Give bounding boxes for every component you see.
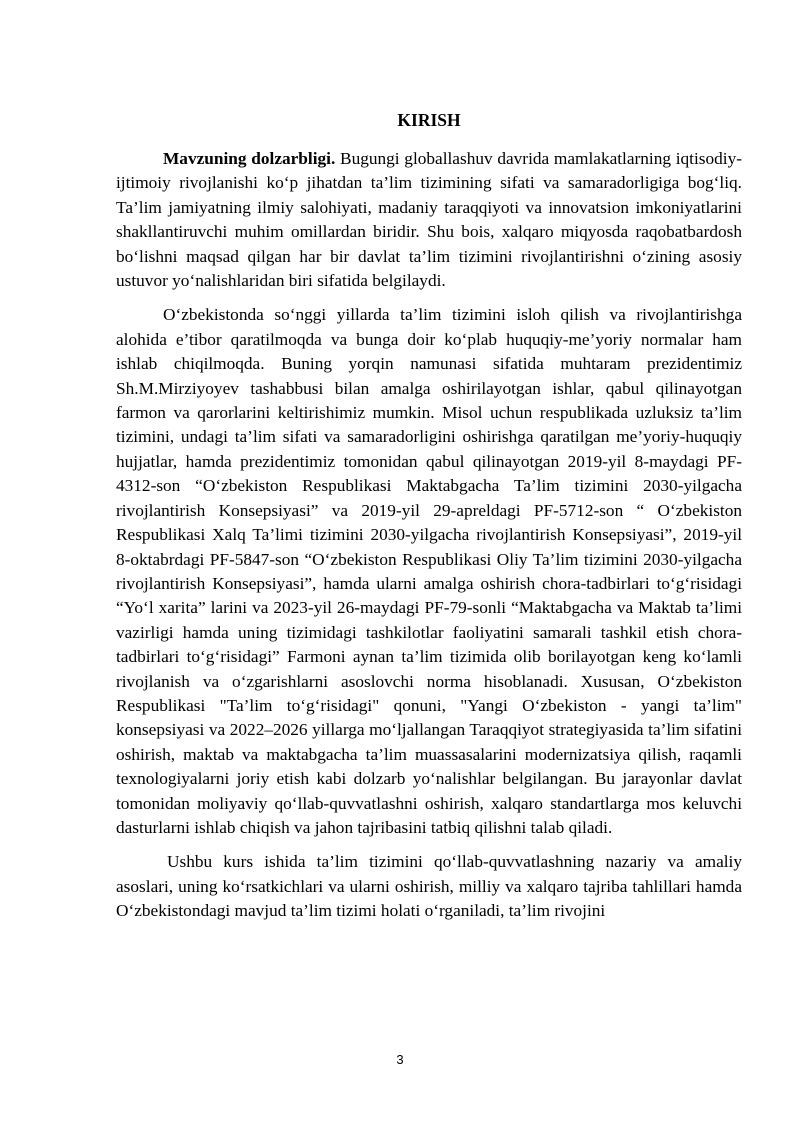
- paragraph-reforms: [116, 303, 742, 840]
- paragraph-text: Ushbu kurs ishida ta’lim tizimini qo‘llab-quvvatlashning nazariy va amaliy asoslari, uning ko‘rsatkichlari va ularni oshirish, milliy va xalqaro tajriba tahlillari hamda O‘zbekistondagi mavjud ta’lim tizimi holati o‘rganiladi, ta’lim rivojini: [116, 852, 742, 921]
- section-heading: KIRISH: [397, 110, 461, 130]
- page-number: 3: [396, 1052, 404, 1067]
- paragraph-text: O‘zbekistonda so‘nggi yillarda ta’lim tizimini isloh qilish va rivojlantirishga alohida e’tibor qaratilmoqda va bunga doir ko‘plab huquqiy-me’yoriy normalar ham ishlab chiqilmoqda. Buning yorqin namunasi sifatida muhtaram prezidentimiz Sh.M.Mirziyoyev tashabbusi bilan amalga oshirilayotgan ishlar, qabul qilinayotgan farmon va qarorlarini keltirishimiz mumkin. Misol uchun respublikada uzluksiz ta’lim tizimini, undagi ta’lim sifati va samaradorligini oshirishga qaratilgan me’yoriy-huquqiy hujjatlar, hamda prezidentimiz tomonidan qabul qilinayotgan 2019-yil 8-maydagi PF-4312-son “O‘zbekiston Respublikasi Maktabgacha Ta’lim tizimini 2030-yilgacha rivojlantirish Konsepsiyasi” va 2019-yil 29-apreldagi PF-5712-son “ O‘zbekiston Respublikasi Xalq Ta’limi tizimini 2030-yilgacha rivojlantirish Konsepsiyasi”, 2019-yil 8-oktabrdagi PF-5847-son “O‘zbekiston Respublikasi Oliy Ta’lim tizimini 2030-yilgacha rivojlantirish Konsepsiyasi”, hamda ularni amalga oshirish chora-tadbirlari to‘g‘risidagi “Yo‘l xarita” larini va 2023-yil 26-maydagi PF-79-sonli “Maktabgacha va Maktab ta’limi vazirligi hamda uning tizimidagi tashkilotlar faoliyatini samarali tashkil etish chora-tadbirlari to‘g‘risidagi” Farmoni aynan ta’lim tizimida olib borilayotgan keng ko‘lamli rivojlanish va o‘zgarishlarni asoslovchi norma hisoblanadi. Xususan, O‘zbekiston Respublikasi "Ta’lim to‘g‘risidagi" qonuni, "Yangi O‘zbekiston - yangi ta’lim" konsepsiyasi va 2022–2026 yillarga mo‘ljallangan Taraqqiyot strategiyasida ta’lim sifatini oshirish, maktab va maktabgacha ta’lim muassasalarini modernizatsiya qilish, raqamli texnologiyalarni joriy etish kabi dolzarb yo‘nalishlar belgilangan. Bu jarayonlar davlat tomonidan moliyaviy qo‘llab-quvvatlashni oshirish, xalqaro standartlarga mos keluvchi dasturlarni ishlab chiqish va jahon tajribasini tatbiq qilishni talab qiladi.: [116, 305, 742, 837]
- paragraph-relevance: [116, 147, 742, 293]
- paragraph-lead: Mavzuning dolzarbligi.: [163, 149, 336, 168]
- paragraph-coursework: [116, 850, 742, 923]
- document-page: [116, 108, 742, 934]
- paragraph-text: Bugungi globallashuv davrida mamlakatlarning iqtisodiy-ijtimoiy rivojlanishi ko‘p jihatdan ta’lim tizimining sifati va samaradorligiga bog‘liq. Ta’lim jamiyatning ilmiy salohiyati, madaniy taraqqiyoti va innovatsion imkoniyatlarini shakllantiruvchi muhim omillardan biridir. Shu bois, xalqaro miqyosda raqobatbardosh bo‘lishni maqsad qilgan har bir davlat ta’lim tizimini rivojlantirishni o‘zining asosiy ustuvor yo‘nalishlaridan biri sifatida belgilaydi.: [116, 149, 742, 291]
